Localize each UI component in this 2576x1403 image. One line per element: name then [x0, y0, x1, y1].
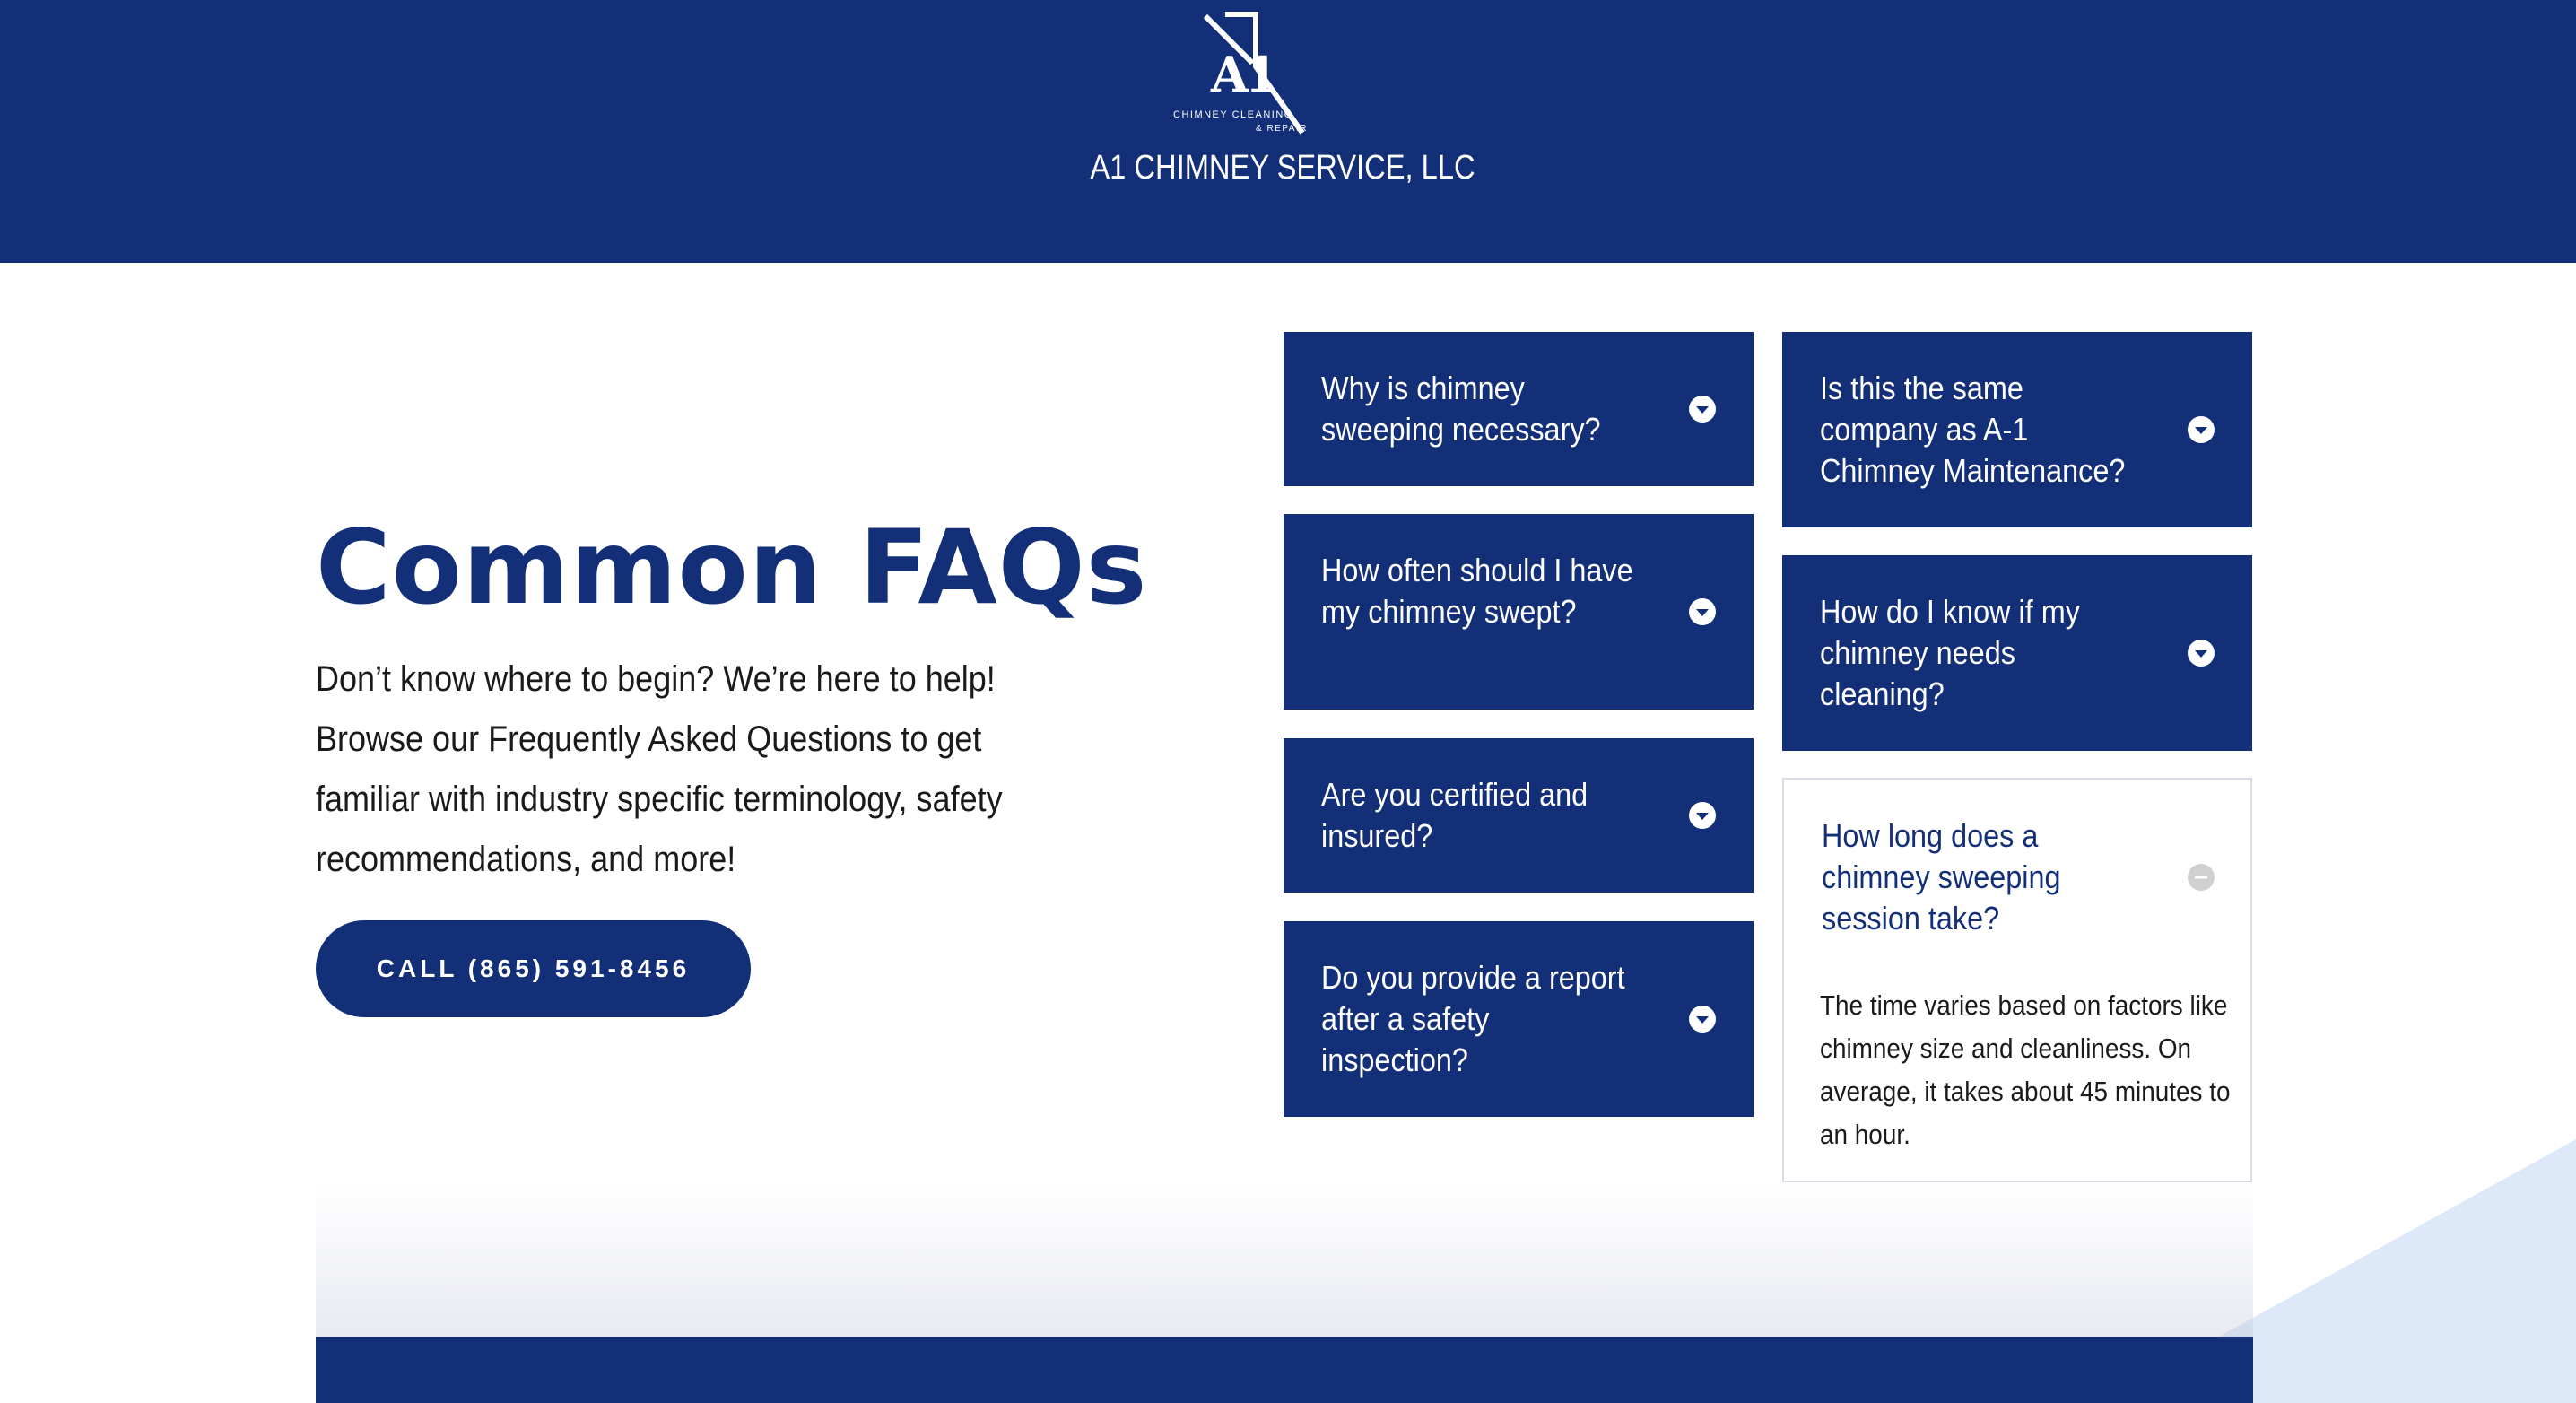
section-shadow	[316, 1184, 2253, 1337]
company-logo[interactable]	[1166, 11, 1354, 141]
faq-item[interactable]	[1284, 514, 1754, 710]
chevron-down-circle-icon	[1689, 802, 1716, 829]
faq-question: How long does a chimney sweeping session take?	[1822, 817, 2061, 937]
chevron-down-circle-icon	[1689, 396, 1716, 423]
logo-tagline-2: & REPAIR	[1256, 124, 1308, 134]
next-section-band	[316, 1337, 2253, 1403]
call-button[interactable]: CALL (865) 591-8456	[316, 920, 751, 1017]
faq-item[interactable]	[1284, 332, 1754, 486]
faq-item[interactable]	[1782, 332, 2252, 527]
faq-question: How do I know if my chimney needs cleaning?	[1820, 593, 2080, 712]
faq-question: Do you provide a report after a safety inspection?	[1321, 959, 1625, 1078]
site-name: A1 CHIMNEY SERVICE, LLC	[1090, 149, 1475, 187]
faq-question: How often should I have my chimney swept?	[1321, 552, 1633, 630]
faq-answer: The time varies based on factors like chimney size and cleanliness. On average, it takes about 45 minutes to an hour.	[1820, 989, 2231, 1150]
faq-question: Are you certified and insured?	[1321, 776, 1588, 854]
logo-mark: A1	[1211, 46, 1275, 103]
chevron-down-circle-icon	[2188, 640, 2215, 667]
faq-question: Why is chimney sweeping necessary?	[1321, 370, 1601, 448]
logo-tagline: CHIMNEY CLEANING	[1173, 109, 1293, 120]
page-title: Common FAQs	[316, 508, 1148, 627]
chevron-down-circle-icon	[1689, 1006, 1716, 1033]
chevron-down-circle-icon	[1689, 598, 1716, 625]
faq-item-expanded[interactable]	[1782, 778, 2252, 1182]
minus-circle-icon[interactable]	[2188, 864, 2215, 891]
site-header	[0, 0, 2576, 263]
intro-text: Don’t know where to begin? We’re here to help! Browse our Frequently Asked Questions to get familiar with industry specific terminology, safety recommendations, and more!	[316, 659, 1003, 879]
faq-question: Is this the same company as A-1 Chimney Maintenance?	[1820, 370, 2126, 489]
faq-item[interactable]	[1782, 555, 2252, 751]
chevron-down-circle-icon	[2188, 416, 2215, 443]
faq-item[interactable]	[1284, 921, 1754, 1117]
faq-item[interactable]	[1284, 738, 1754, 893]
